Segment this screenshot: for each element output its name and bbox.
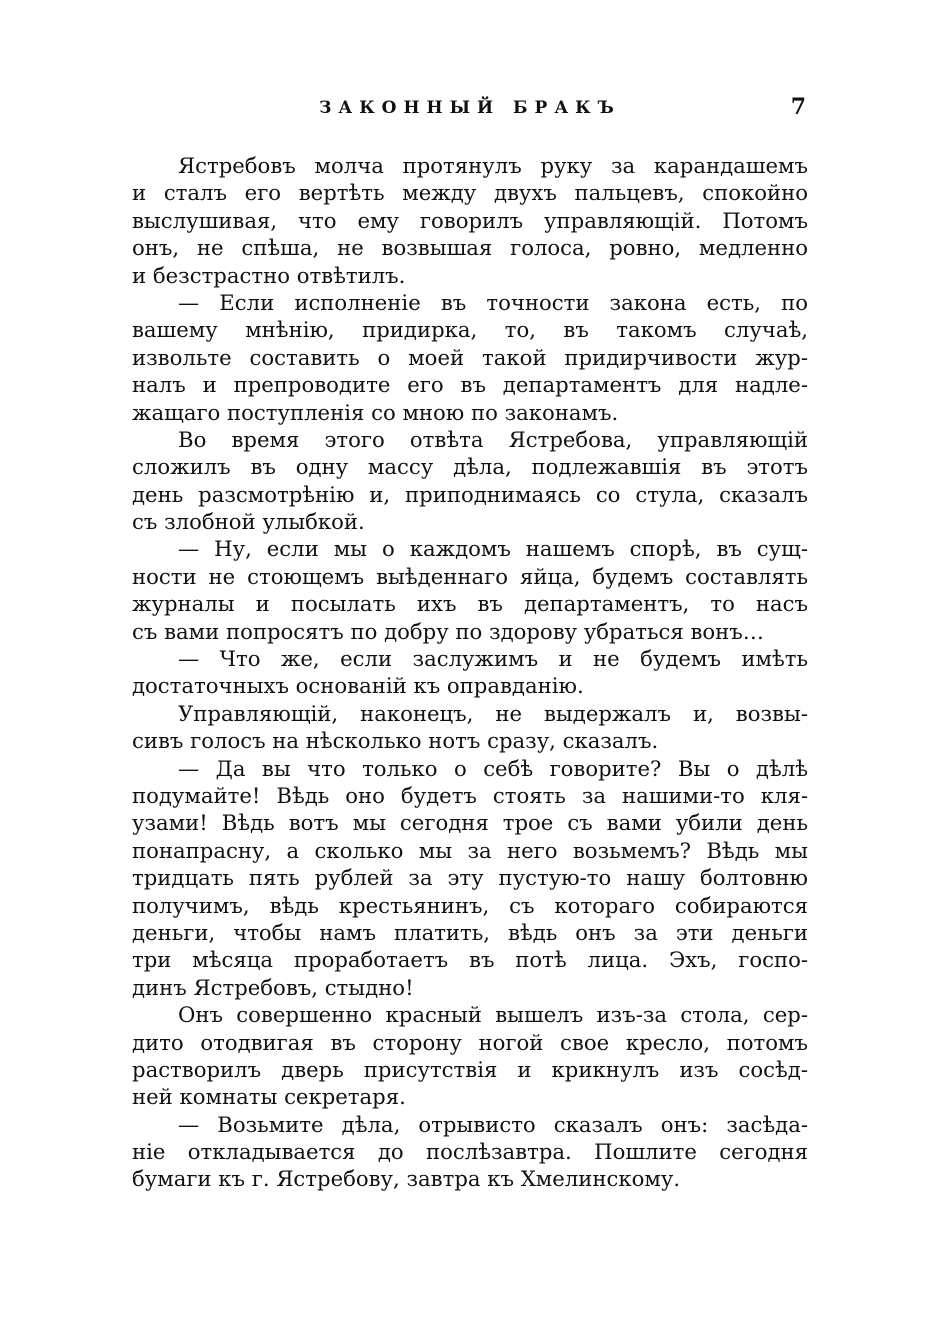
text-line: извольте составить о моей такой придирчивости жур-	[132, 344, 808, 370]
paragraph	[132, 535, 808, 645]
text-line: — Если исполненіе въ точности закона есть, по	[178, 289, 808, 315]
body-text	[132, 152, 808, 1193]
paragraph	[132, 426, 808, 536]
text-line: Ястребовъ молча протянулъ руку за карандашемъ	[178, 153, 808, 178]
text-line: сивъ голосъ на нѣсколько нотъ сразу, сказалъ.	[132, 728, 659, 754]
paragraph	[132, 1111, 808, 1193]
paragraph	[132, 700, 808, 755]
text-line: ности не стоющемъ выѣденнаго яйца, будемъ составлять	[132, 563, 808, 589]
text-line: получимъ, вѣдь крестьянинъ, съ котораго собираются	[132, 892, 808, 918]
text-line: съ злобной улыбкой.	[132, 509, 365, 535]
text-line: растворилъ дверь присутствія и крикнулъ изъ сосѣд-	[132, 1056, 808, 1082]
text-line: — Возьмите дѣла, отрывисто сказалъ онъ: засѣда-	[178, 1111, 808, 1137]
text-line: Управляющій, наконецъ, не выдержалъ и, возвы-	[178, 700, 808, 726]
text-line: подумайте! Вѣдь оно будетъ стоять за нашими-то кля-	[132, 782, 808, 808]
text-line: Во время этого отвѣта Ястребова, управляющій	[178, 426, 808, 452]
text-line: вашему мнѣнію, придирка, то, въ такомъ случаѣ,	[132, 317, 808, 343]
text-line: жащаго поступленія со мною по законамъ.	[132, 399, 619, 425]
text-line: ніе откладывается до послѣзавтра. Пошлите сегодня	[132, 1139, 808, 1165]
text-line: — Ну, если мы о каждомъ нашемъ спорѣ, въ сущ-	[178, 536, 808, 562]
page-number: 7	[790, 94, 806, 120]
text-line: три мѣсяца проработаетъ въ потѣ лица. Эхъ, госпо-	[132, 947, 808, 973]
text-line: журналы и посылать ихъ въ департаментъ, то насъ	[132, 591, 808, 617]
text-line: узами! Вѣдь вотъ мы сегодня трое съ вами убили день	[132, 810, 808, 836]
running-title: ЗАКОННЫЙ БРАКЪ	[319, 98, 621, 118]
text-line: динъ Ястребовъ, стыдно!	[132, 974, 414, 1000]
text-line: сложилъ въ одну массу дѣла, подлежавшія въ этотъ	[132, 454, 808, 480]
text-line: — Что же, если заслужимъ и не будемъ имѣть	[178, 646, 808, 672]
book-page	[132, 92, 808, 1232]
text-line: достаточныхъ основаній къ оправданію.	[132, 673, 584, 699]
text-line: налъ и препроводите его въ департаментъ для надле-	[132, 372, 808, 398]
text-line: Онъ совершенно красный вышелъ изъ-за стола, сер-	[178, 1002, 808, 1028]
text-line: бумаги къ г. Ястребову, завтра къ Хмелинскому.	[132, 1166, 681, 1192]
paragraph	[132, 1001, 808, 1111]
text-line: понапрасну, а сколько мы за него возьмемъ? Вѣдь мы	[132, 837, 808, 863]
text-line: ней комнаты секретаря.	[132, 1084, 406, 1110]
text-line: онъ, не спѣша, не возвышая голоса, ровно, медленно	[132, 235, 808, 261]
text-line: и безстрастно отвѣтилъ.	[132, 262, 406, 288]
text-line: деньги, чтобы намъ платить, вѣдь онъ за эти деньги	[132, 919, 808, 945]
text-line: день разсмотрѣнію и, приподнимаясь со стула, сказалъ	[132, 481, 808, 507]
running-head	[132, 92, 808, 132]
text-line: съ вами попросятъ по добру по здорову убраться вонъ…	[132, 618, 764, 644]
paragraph	[132, 755, 808, 1002]
paragraph	[132, 152, 808, 289]
paragraph	[132, 645, 808, 700]
text-line: — Да вы что только о себѣ говорите? Вы о дѣлѣ	[178, 755, 808, 781]
text-line: выслушивая, что ему говорилъ управляющій. Потомъ	[132, 207, 808, 233]
text-line: тридцать пять рублей за эту пустую-то нашу болтовню	[132, 865, 808, 891]
text-line: и сталъ его вертѣть между двухъ пальцевъ, спокойно	[132, 180, 808, 206]
paragraph	[132, 289, 808, 426]
text-line: дито отодвигая въ сторону ногой свое кресло, потомъ	[132, 1029, 808, 1055]
